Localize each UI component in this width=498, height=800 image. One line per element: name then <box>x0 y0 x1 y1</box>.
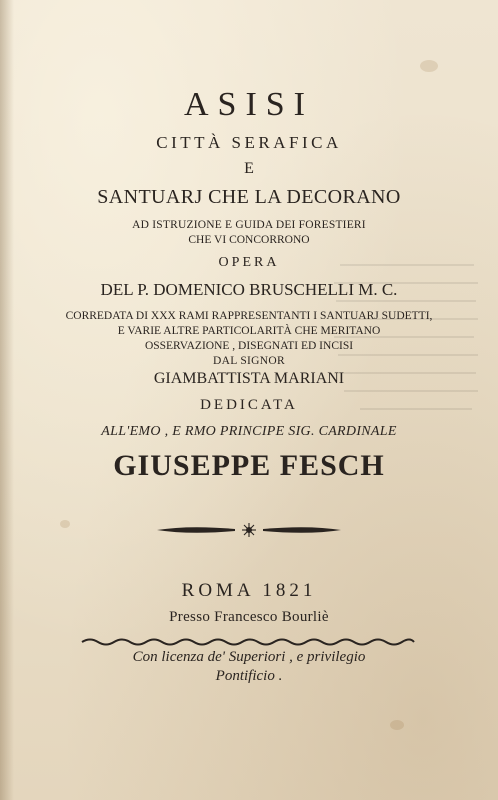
dedication-label: DEDICATA <box>200 397 298 413</box>
foxing-spot <box>420 60 438 72</box>
imprint-printer: Presso Francesco Bourliè <box>169 609 329 625</box>
title-conjunction: E <box>244 160 254 177</box>
illustrations-line-2: E VARIE ALTRE PARTICOLARITÀ CHE MERITANO <box>117 325 381 337</box>
work-label: OPERA <box>218 255 280 270</box>
book-subtitle-2: SANTUARJ CHE LA DECORANO <box>97 186 401 208</box>
foxing-spot <box>60 520 70 528</box>
license-line-1: Con licenza de' Superiori , e privilegio <box>132 649 366 665</box>
book-subtitle: CITTÀ SERAFICA <box>156 133 342 152</box>
illustrator-name: GIAMBATTISTA MARIANI <box>153 370 345 387</box>
author-line: DEL P. DOMENICO BRUSCHELLI M. C. <box>100 280 398 299</box>
illustrations-line-4: DAL SIGNOR <box>213 355 285 367</box>
book-title: ASISI <box>183 86 315 123</box>
license-line-2: Pontificio . <box>215 668 283 684</box>
purpose-line-2: CHE VI CONCORRONO <box>188 234 310 246</box>
ornamental-rule-icon <box>149 522 349 538</box>
dedicatee-name: GIUSEPPE FESCH <box>113 449 385 482</box>
wavy-rule-icon <box>78 635 418 649</box>
dedication-to: ALL'EMO , E RMO PRINCIPE SIG. CARDINALE <box>101 424 397 439</box>
illustrations-line-1: CORREDATA DI XXX RAMI RAPPRESENTANTI I SANTUARJ SUDETTI, <box>65 310 433 322</box>
purpose-line-1: AD ISTRUZIONE E GUIDA DEI FORESTIERI <box>132 219 366 231</box>
illustrations-line-3: OSSERVAZIONE , DISEGNATI ED INCISI <box>144 340 354 352</box>
foxing-spot <box>390 720 404 730</box>
imprint-place-date: ROMA 1821 <box>181 580 317 601</box>
